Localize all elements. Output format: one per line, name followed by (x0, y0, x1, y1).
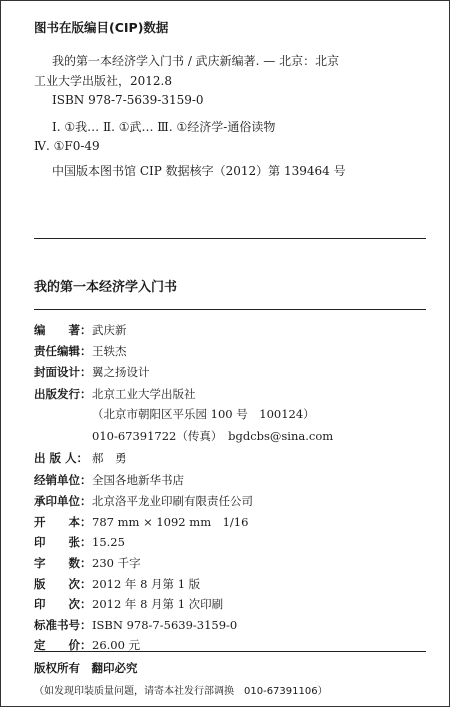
info-value: 武庆新 (92, 323, 127, 337)
info-label: 印 张： (34, 535, 92, 549)
info-value: 2012 年 8 月第 1 版 (92, 577, 201, 591)
info-value: 北京工业大学出版社 (92, 387, 196, 401)
info-row (34, 493, 253, 511)
info-row (34, 617, 237, 635)
info-label: 标准书号： (34, 618, 92, 632)
cip-heading: 图书在版编目(CIP)数据 (34, 20, 169, 35)
info-value: 全国各地新华书店 (92, 473, 184, 487)
info-value: 北京洛平龙业印刷有限责任公司 (92, 494, 253, 508)
divider-top (34, 238, 426, 239)
cip-line-1: 我的第一本经济学入门书 / 武庆新编著. — 北京：北京 (52, 54, 340, 68)
info-value: 2012 年 8 月第 1 次印刷 (92, 597, 224, 611)
info-value: 郝 勇 (92, 451, 127, 465)
info-row (34, 596, 223, 614)
cip-line-3: ISBN 978-7-5639-3159-0 (52, 93, 204, 107)
info-row (34, 637, 140, 655)
info-label: 出 版 人： (34, 451, 89, 465)
info-value: 230 千字 (92, 556, 141, 570)
info-value: 010-67391722（传真） bgdcbs@sina.com (92, 429, 334, 443)
info-value: 王轶杰 (92, 344, 127, 358)
info-row (34, 534, 125, 552)
info-label: 字 数： (34, 556, 92, 570)
info-label: 版 次： (34, 577, 92, 591)
cip-line-2: 工业大学出版社，2012.8 (34, 74, 172, 88)
info-value: （北京市朝阳区平乐园 100 号 100124） (92, 407, 315, 421)
rights-statement: 版权所有 翻印必究 (34, 661, 138, 675)
info-label: 经销单位： (34, 473, 92, 487)
cip-line-4: Ⅰ. ①我… Ⅱ. ①武… Ⅲ. ①经济学-通俗读物 (52, 120, 276, 134)
book-title: 我的第一本经济学入门书 (34, 280, 178, 295)
info-value: 翼之扬设计 (92, 365, 150, 379)
divider-title (34, 309, 426, 310)
info-label: 定 价： (34, 638, 92, 652)
info-value: 15.25 (92, 535, 125, 549)
info-value: 787 mm × 1092 mm 1/16 (92, 515, 249, 529)
info-label: 封面设计： (34, 365, 92, 379)
divider-bottom (34, 651, 426, 652)
info-label: 承印单位： (34, 494, 92, 508)
info-label: 开 本： (34, 515, 92, 529)
info-label: 出版发行： (34, 387, 92, 401)
info-row (34, 555, 141, 573)
info-value: ISBN 978-7-5639-3159-0 (92, 618, 238, 632)
info-row (34, 343, 127, 361)
info-row (34, 428, 333, 446)
info-row (34, 450, 127, 468)
info-row (34, 472, 184, 490)
rights-note: （如发现印装质量问题，请寄本社发行部调换 010-67391106） (34, 686, 328, 697)
info-row (34, 576, 200, 594)
info-row (34, 406, 315, 424)
info-value: 26.00 元 (92, 638, 141, 652)
info-row (34, 322, 127, 340)
info-label: 印 次： (34, 597, 92, 611)
info-row (34, 514, 248, 532)
cip-line-5: Ⅳ. ①F0-49 (34, 139, 100, 153)
info-label: 责任编辑： (34, 344, 92, 358)
info-row (34, 364, 150, 382)
cip-line-6: 中国版本图书馆 CIP 数据核字（2012）第 139464 号 (52, 164, 346, 178)
info-label: 编 著： (34, 323, 92, 337)
info-row (34, 386, 196, 404)
